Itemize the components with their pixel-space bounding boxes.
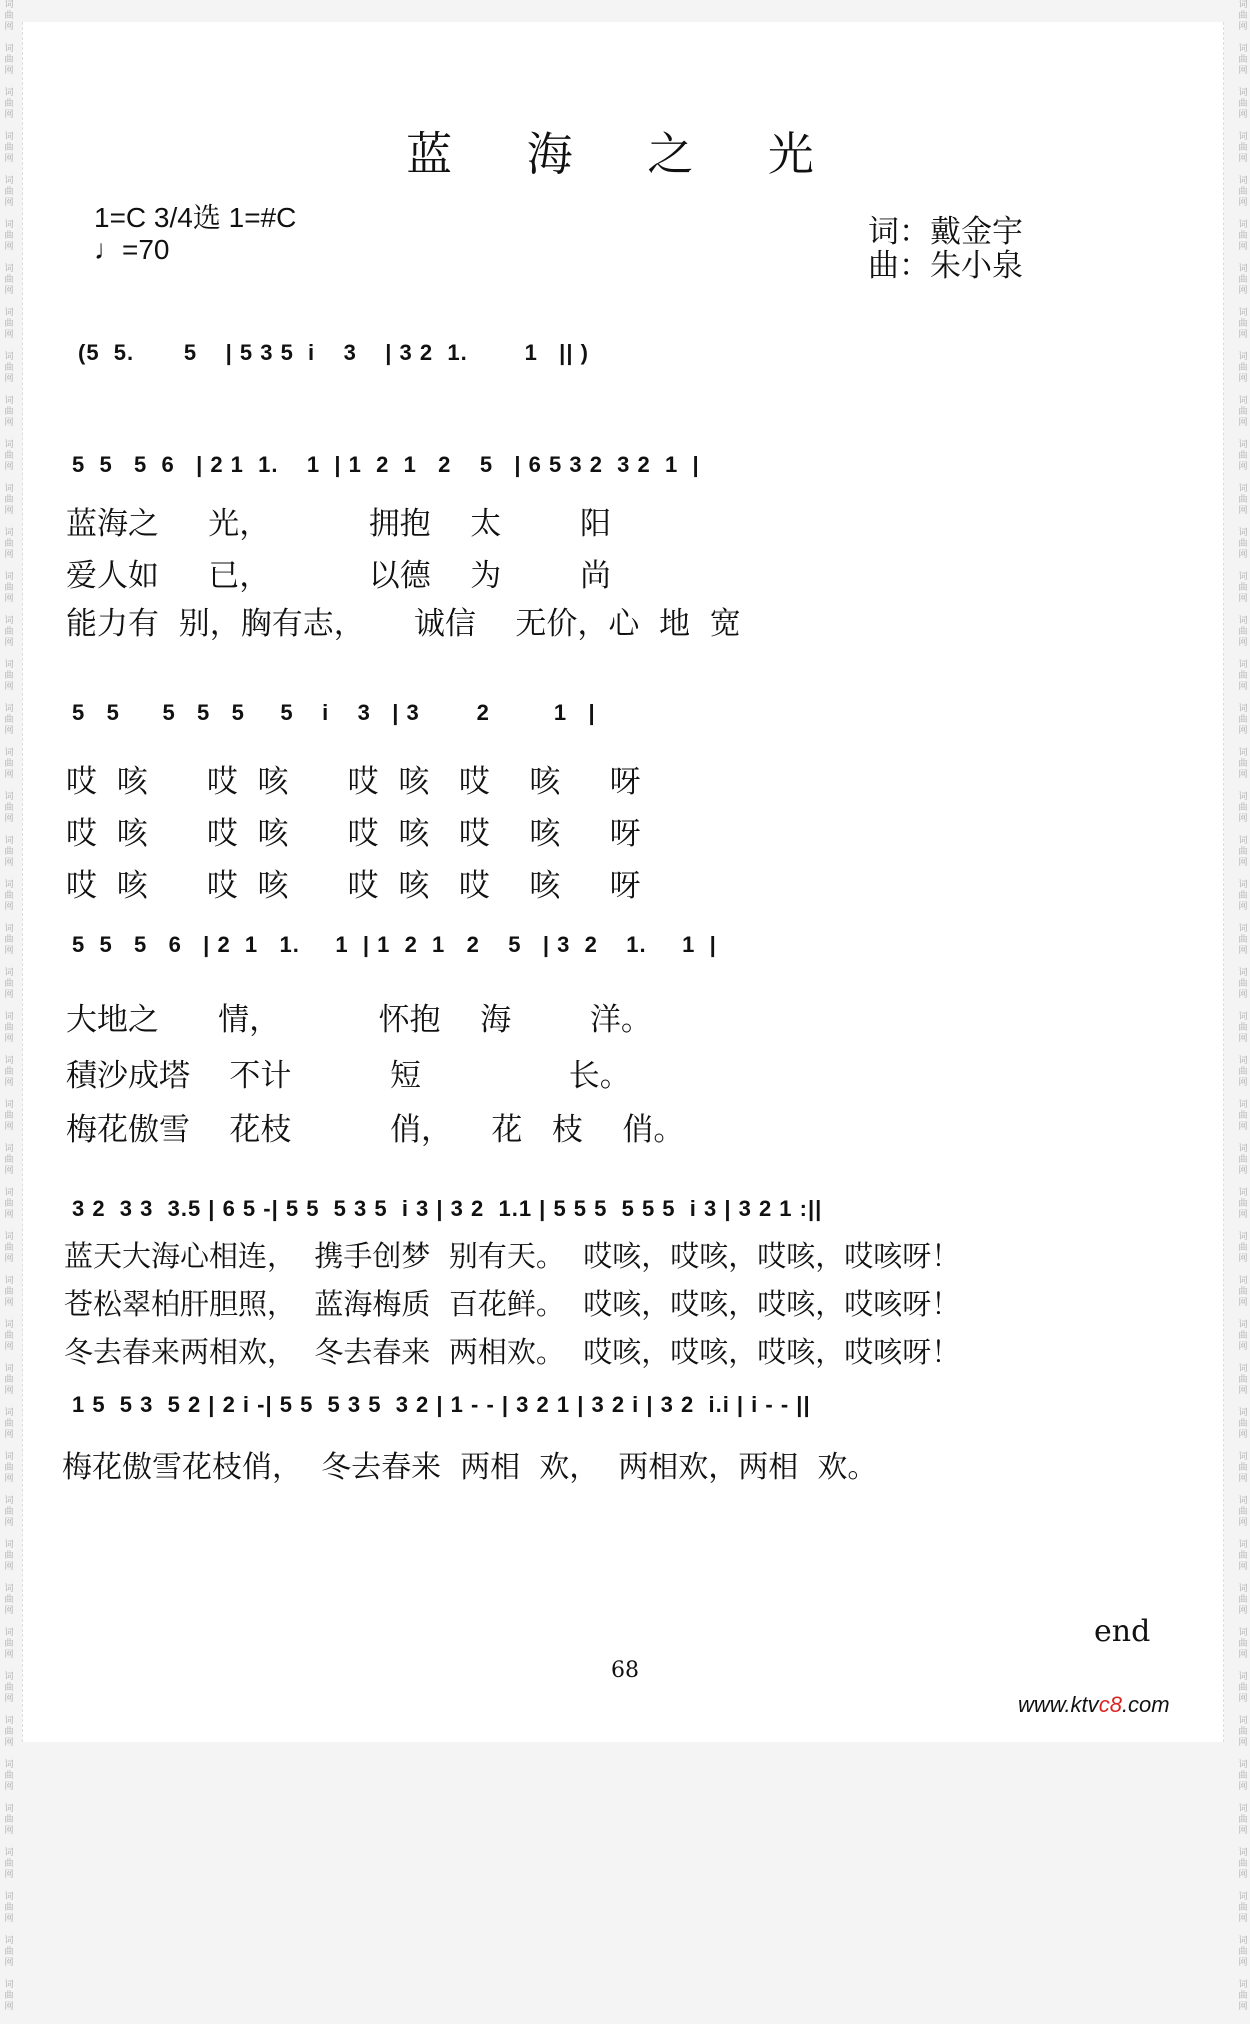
score-line: 3 2 3 3 3.5 | 6 5 -| 5 5 5 3 5 i 3 | 3 2 1.1 | 5 5 5 5 5 5 i 3 | 3 2 1 :||: [72, 1196, 823, 1221]
score-line: 1 5 5 3 5 2 | 2 i -| 5 5 5 3 5 3 2 | 1 - - | 3 2 1 | 3 2 i | 3 2 i.i | i - - ||: [72, 1392, 811, 1417]
lyricist-credit: 词：戴金宇: [868, 214, 1023, 250]
tempo-marking: ♩=70: [94, 234, 170, 265]
lyric-line: 蓝海之 光， 拥抱 太 阳: [66, 506, 612, 542]
lyric-line: 哎 咳 哎 咳 哎 咳 哎 咳 呀: [66, 868, 641, 904]
lyric-line: 哎 咳 哎 咳 哎 咳 哎 咳 呀: [66, 816, 641, 852]
side-watermark-left: 词 曲 网 词 曲 网 词 曲 网 词 曲 网 词 曲 网 词 曲 网 词 曲 网 词 曲 网 词 曲 网 词 曲 网 词 曲 网 词 曲 网 词 曲 网 词 曲 网 词 曲 网 词 曲 网 词 曲 网 词 曲 网 词 曲 网 词 曲 网 词 曲 网 词 曲 网 词 曲 网 词 曲 网 词 曲 网 词 曲 网 词 曲 网 词 曲 网 词 曲 网 词 曲 网 词 曲 网 词 曲 网 词 曲 网 词 曲 网 词 曲 网 词 曲 网 词 曲 网 词 曲 网 词 曲 网 词 曲 网 词 曲 网 词 曲 网 词 曲 网 词 曲 网 词 曲 网 词 曲 网: [4, 0, 14, 2012]
side-watermark-right: 词 曲 网 词 曲 网 词 曲 网 词 曲 网 词 曲 网 词 曲 网 词 曲 网 词 曲 网 词 曲 网 词 曲 网 词 曲 网 词 曲 网 词 曲 网 词 曲 网 词 曲 网 词 曲 网 词 曲 网 词 曲 网 词 曲 网 词 曲 网 词 曲 网 词 曲 网 词 曲 网 词 曲 网 词 曲 网 词 曲 网 词 曲 网 词 曲 网 词 曲 网 词 曲 网 词 曲 网 词 曲 网 词 曲 网 词 曲 网 词 曲 网 词 曲 网 词 曲 网 词 曲 网 词 曲 网 词 曲 网 词 曲 网 词 曲 网 词 曲 网 词 曲 网 词 曲 网 词 曲 网: [1238, 0, 1248, 2012]
site-text-a: www.ktv: [1018, 1692, 1099, 1717]
lyric-line: 苍松翠柏肝胆照， 蓝海梅质 百花鲜。 哎咳，哎咳，哎咳，哎咳呀！: [64, 1287, 961, 1321]
score-line: (5 5. 5 | 5 3 5 i 3 | 3 2 1. 1 || ): [78, 340, 589, 365]
lyric-line: 梅花傲雪花枝俏， 冬去春来 两相 欢， 两相欢，两相 欢。: [62, 1450, 878, 1485]
lyric-line: 大地之 情， 怀抱 海 洋。: [66, 1002, 652, 1038]
lyric-line: 冬去春来两相欢， 冬去春来 两相欢。 哎咳，哎咳，哎咳，哎咳呀！: [64, 1335, 961, 1369]
end-marker: end: [1094, 1614, 1151, 1649]
score-line: 5 5 5 6 | 2 1 1. 1 | 1 2 1 2 5 | 3 2 1. 1 |: [72, 932, 717, 957]
lyric-line: 能力有 别，胸有志， 诚信 无价，心 地 宽: [66, 606, 741, 642]
site-text-b: c8: [1098, 1692, 1122, 1717]
page-number: 68: [611, 1658, 639, 1683]
site-text-c: .com: [1121, 1692, 1170, 1717]
composer-credit: 曲：朱小泉: [868, 248, 1023, 284]
lyric-line: 爱人如 已， 以德 为 尚: [66, 558, 612, 594]
lyric-line: 蓝天大海心相连， 携手创梦 别有天。 哎咳，哎咳，哎咳，哎咳呀！: [64, 1239, 961, 1273]
key-signature: 1=C 3/4选 1=#C: [94, 202, 297, 233]
lyric-line: 梅花傲雪 花枝 俏， 花 枝 俏。: [66, 1112, 685, 1148]
score-line: 5 5 5 5 5 5 i 3 | 3 2 1 |: [72, 700, 596, 725]
score-line: 5 5 5 6 | 2 1 1. 1 | 1 2 1 2 5 | 6 5 3 2 3 2 1 |: [72, 452, 700, 477]
song-title: 蓝 海 之 光: [406, 127, 844, 181]
lyric-line: 積沙成塔 不计 短 长。: [66, 1058, 631, 1094]
site-watermark: [1018, 1692, 1170, 1718]
lyric-line: 哎 咳 哎 咳 哎 咳 哎 咳 呀: [66, 764, 641, 800]
